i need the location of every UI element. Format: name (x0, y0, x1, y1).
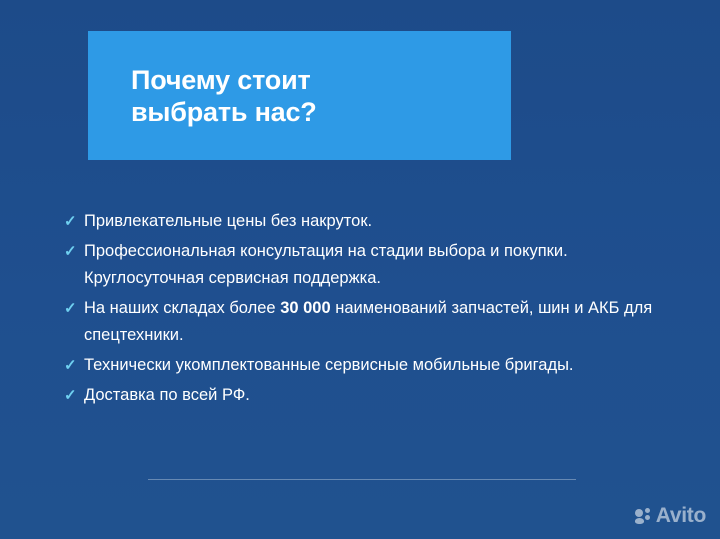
watermark (635, 504, 706, 528)
check-icon: ✓ (64, 243, 77, 260)
list-item (64, 208, 664, 235)
list-item (64, 238, 664, 292)
list-item-text-part: наименований запчастей, шин и АКБ для спецтехники. (84, 299, 653, 344)
list-item-label: Доставка по всей РФ. (84, 386, 250, 404)
bullet-list (64, 208, 664, 412)
check-icon: ✓ (64, 213, 77, 230)
avito-logo-icon (635, 508, 652, 525)
list-item-highlight: 30 000 (280, 299, 331, 317)
list-item (64, 352, 664, 379)
watermark-label: Avito (655, 504, 706, 527)
divider (148, 479, 576, 480)
check-icon: ✓ (64, 387, 77, 404)
page-title-line-1: Почему стоит (131, 64, 311, 95)
check-icon: ✓ (64, 300, 77, 317)
list-item-label (84, 295, 659, 349)
list-item-text-part: На наших складах более (84, 299, 281, 317)
list-item (64, 382, 664, 409)
list-item-label: Технически укомплектованные сервисные мобильные бригады. (84, 356, 574, 374)
check-icon: ✓ (64, 357, 77, 374)
list-item (64, 295, 664, 349)
page-title-line-2: выбрать нас? (131, 96, 317, 127)
list-item-label: Профессиональная консультация на стадии выбора и покупки. Круглосуточная сервисная поддержка. (84, 242, 568, 287)
list-item-label: Привлекательные цены без накруток. (84, 212, 373, 230)
title-box (88, 31, 511, 160)
